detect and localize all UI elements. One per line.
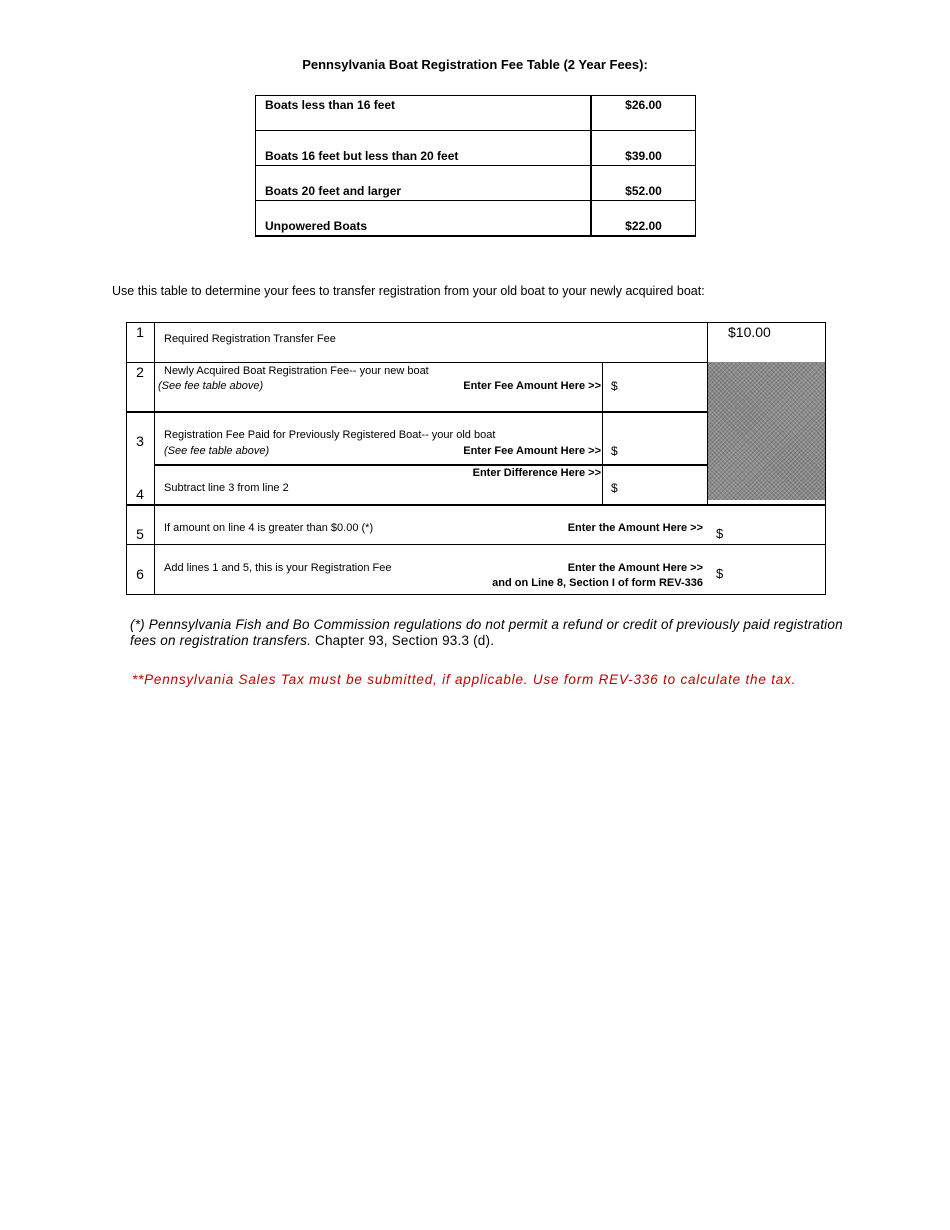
line-number: 1 — [136, 324, 144, 340]
line-prompt-secondary: and on Line 8, Section I of form REV-336 — [492, 577, 703, 589]
line-prompt: Enter the Amount Here >> — [567, 522, 703, 534]
line-prompt: Enter Fee Amount Here >> — [463, 445, 601, 457]
footnote-italic: (*) Pennsylvania Fish and Bo Commission regulations do not permit a refund or credit of previously paid registration fees on registration transfers. — [130, 617, 843, 648]
intro-text: Use this table to determine your fees to transfer registration from your old boat to your newly acquired boat: — [112, 284, 705, 298]
footnote — [130, 617, 860, 649]
transfer-fee-value: $10.00 — [728, 324, 771, 340]
line-description: If amount on line 4 is greater than $0.00 (*) — [164, 522, 374, 534]
line-description: Subtract line 3 from line 2 — [164, 482, 289, 494]
difference-input[interactable]: $ — [611, 481, 618, 495]
line-subtext: (See fee table above) — [158, 380, 264, 392]
line-description: Newly Acquired Boat Registration Fee-- your new boat — [164, 365, 429, 377]
line-description: Required Registration Transfer Fee — [164, 333, 336, 345]
divider — [154, 464, 708, 466]
divider — [602, 362, 603, 505]
old-boat-fee-input[interactable]: $ — [611, 444, 618, 458]
divider — [126, 544, 826, 545]
line-number: 6 — [136, 566, 144, 582]
line-prompt: Enter Difference Here >> — [472, 467, 601, 479]
line-description: Add lines 1 and 5, this is your Registration Fee — [164, 562, 392, 574]
divider — [126, 504, 826, 506]
fee-row-label: Boats less than 16 feet — [265, 98, 396, 112]
fee-row-amount: $22.00 — [625, 219, 662, 233]
fee-table-title: Pennsylvania Boat Registration Fee Table (2 Year Fees): — [302, 57, 648, 72]
line-number: 2 — [136, 364, 144, 380]
fee-row — [256, 131, 695, 166]
fee-row-amount: $52.00 — [625, 184, 662, 198]
new-boat-fee-input[interactable]: $ — [611, 379, 618, 393]
line-number: 5 — [136, 526, 144, 542]
fee-row-amount: $26.00 — [625, 98, 662, 112]
line-number: 4 — [136, 486, 144, 502]
sales-tax-note: **Pennsylvania Sales Tax must be submitted, if applicable. Use form REV-336 to calculate the tax. — [132, 672, 797, 687]
footnote-citation: Chapter 93, Section 93.3 (d). — [311, 633, 495, 648]
shaded-cell — [708, 362, 825, 500]
fee-row — [256, 166, 695, 201]
fee-row-amount: $39.00 — [625, 149, 662, 163]
line-prompt: Enter Fee Amount Here >> — [463, 380, 601, 392]
amount-input[interactable]: $ — [716, 526, 724, 541]
fee-row-label: Boats 20 feet and larger — [265, 184, 402, 198]
line-description: Registration Fee Paid for Previously Registered Boat-- your old boat — [164, 429, 496, 441]
line-prompt: Enter the Amount Here >> — [567, 562, 703, 574]
fee-row — [256, 201, 695, 236]
column-divider — [590, 96, 592, 236]
registration-fee-input[interactable]: $ — [716, 566, 724, 581]
fee-table — [255, 95, 696, 237]
line-subtext: (See fee table above) — [164, 445, 270, 457]
line-number: 3 — [136, 433, 144, 449]
fee-row-label: Boats 16 feet but less than 20 feet — [265, 149, 459, 163]
fee-row — [256, 96, 695, 131]
fee-row-label: Unpowered Boats — [265, 219, 368, 233]
divider — [126, 411, 708, 413]
